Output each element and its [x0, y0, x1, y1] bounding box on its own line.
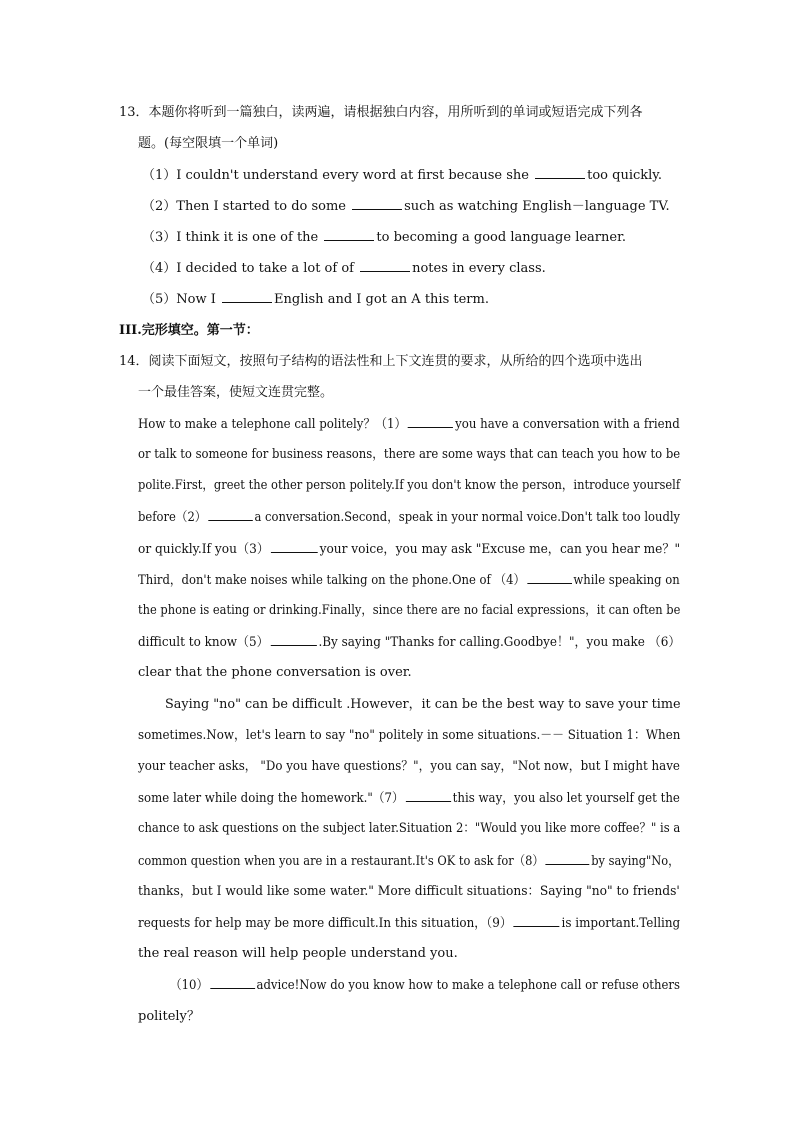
q13-item-1-pre: （1）I couldn't understand every word at first because she [142, 168, 529, 183]
answer-blank[interactable] [270, 633, 316, 646]
answer-blank[interactable] [324, 228, 374, 241]
passage-text: while speaking on [573, 573, 680, 588]
passage-text: you have a conversation with a friend [455, 417, 680, 432]
answer-blank[interactable] [271, 540, 318, 553]
passage-line: the phone is eating or drinking.Finally，since there are no facial expressions，it can often be [138, 603, 681, 618]
answer-blank[interactable] [210, 976, 255, 989]
q13-item-2-post: such as watching English－language TV. [404, 199, 670, 214]
q13-item-3-post: to becoming a good language learner. [376, 230, 626, 245]
passage-line: polite.First，greet the other person politely.If you don't know the person，introduce yourself [138, 478, 681, 493]
passage-text: common question when you are in a restaurant.It's OK to ask for（8） [138, 854, 544, 869]
q13-instruction-line2: 题。(每空限填一个单词) [138, 136, 279, 151]
passage-line: politely？ [138, 1009, 200, 1024]
answer-blank[interactable] [527, 571, 572, 584]
passage-text: this way，you also let yourself get the [452, 791, 680, 806]
passage-line: clear that the phone conversation is over. [138, 665, 412, 680]
passage-line [138, 914, 680, 933]
passage-line: thanks，but I would like some water." More difficult situations：Saying "no" to friends' [138, 884, 680, 899]
answer-blank[interactable] [546, 852, 590, 865]
passage-line: or talk to someone for business reasons，there are some ways that can teach you how to be [138, 447, 681, 462]
passage-line: sometimes.Now，let's learn to say "no" politely in some situations.－－ Situation 1：When [138, 728, 681, 743]
passage-text: requests for help may be more difficult.In this situation，（9） [138, 916, 512, 931]
answer-blank[interactable] [535, 166, 585, 179]
passage-text: How to make a telephone call politely？（1） [138, 417, 407, 432]
passage-line [138, 633, 680, 652]
answer-blank[interactable] [208, 508, 253, 521]
passage-line [138, 415, 680, 434]
passage-line [138, 852, 680, 871]
q13-item-5-post: English and I got an A this term. [274, 292, 489, 307]
passage-line: chance to ask questions on the subject later.Situation 2："Would you like more coffee？" is a [138, 821, 681, 836]
q13-item-3-pre: （3）I think it is one of the [142, 230, 319, 245]
passage-line: your teacher asks， "Do you have questions？"，you can say，"Not now，but I might have [138, 759, 680, 774]
passage-text: advice!Now do you know how to make a telephone call or refuse others [256, 978, 680, 993]
q13-item-2-pre: （2）Then I started to do some [142, 199, 346, 214]
passage-text: .By saying "Thanks for calling.Goodbye！"，you make （6） [318, 635, 681, 650]
q13-instruction-line1: 13．本题你将听到一篇独白，读两遍，请根据独白内容，用所听到的单词或短语完成下列各 [119, 105, 643, 120]
passage-text: before（2） [138, 510, 207, 525]
q13-item-4-post: notes in every class. [412, 261, 546, 276]
passage-line [138, 540, 680, 559]
q14-instruction-line1: 14．阅读下面短文，按照句子结构的语法性和上下文连贯的要求，从所给的四个选项中选出 [119, 354, 643, 369]
passage-text: your voice，you may ask "Excuse me，can you hear me？" [319, 542, 681, 557]
passage-line [138, 508, 680, 527]
q13-item-1 [142, 166, 662, 185]
passage-line [138, 571, 680, 590]
passage-line [170, 976, 680, 995]
passage-line: Saying "no" can be difficult .However，it can be the best way to save your time [165, 697, 681, 712]
section-heading: III.完形填空。第一节： [119, 323, 259, 338]
passage-text: difficult to know（5） [138, 635, 269, 650]
q13-item-5 [142, 290, 489, 309]
passage-text: by saying"No， [591, 854, 680, 869]
answer-blank[interactable] [222, 290, 272, 303]
passage-text: or quickly.If you（3） [138, 542, 270, 557]
q13-item-4-pre: （4）I decided to take a lot of of [142, 261, 354, 276]
passage-text: a conversation.Second，speak in your normal voice.Don't talk too loudly [254, 510, 681, 525]
passage-text: Third，don't make noises while talking on the phone.One of （4） [138, 573, 526, 588]
q13-item-2 [142, 197, 670, 216]
answer-blank[interactable] [352, 197, 402, 210]
answer-blank[interactable] [408, 415, 453, 428]
passage-line [138, 789, 680, 808]
passage-text: is important.Telling [561, 916, 681, 931]
q13-item-3 [142, 228, 626, 247]
answer-blank[interactable] [360, 259, 410, 272]
answer-blank[interactable] [514, 914, 560, 927]
q14-instruction-line2: 一个最佳答案，使短文连贯完整。 [138, 385, 334, 400]
q13-item-5-pre: （5）Now I [142, 292, 216, 307]
q13-item-1-post: too quickly. [587, 168, 663, 183]
answer-blank[interactable] [406, 789, 451, 802]
q13-item-4 [142, 259, 546, 278]
passage-line: the real reason will help people understand you. [138, 946, 458, 961]
passage-text: （10） [170, 978, 209, 993]
passage-text: some later while doing the homework."（7） [138, 791, 404, 806]
